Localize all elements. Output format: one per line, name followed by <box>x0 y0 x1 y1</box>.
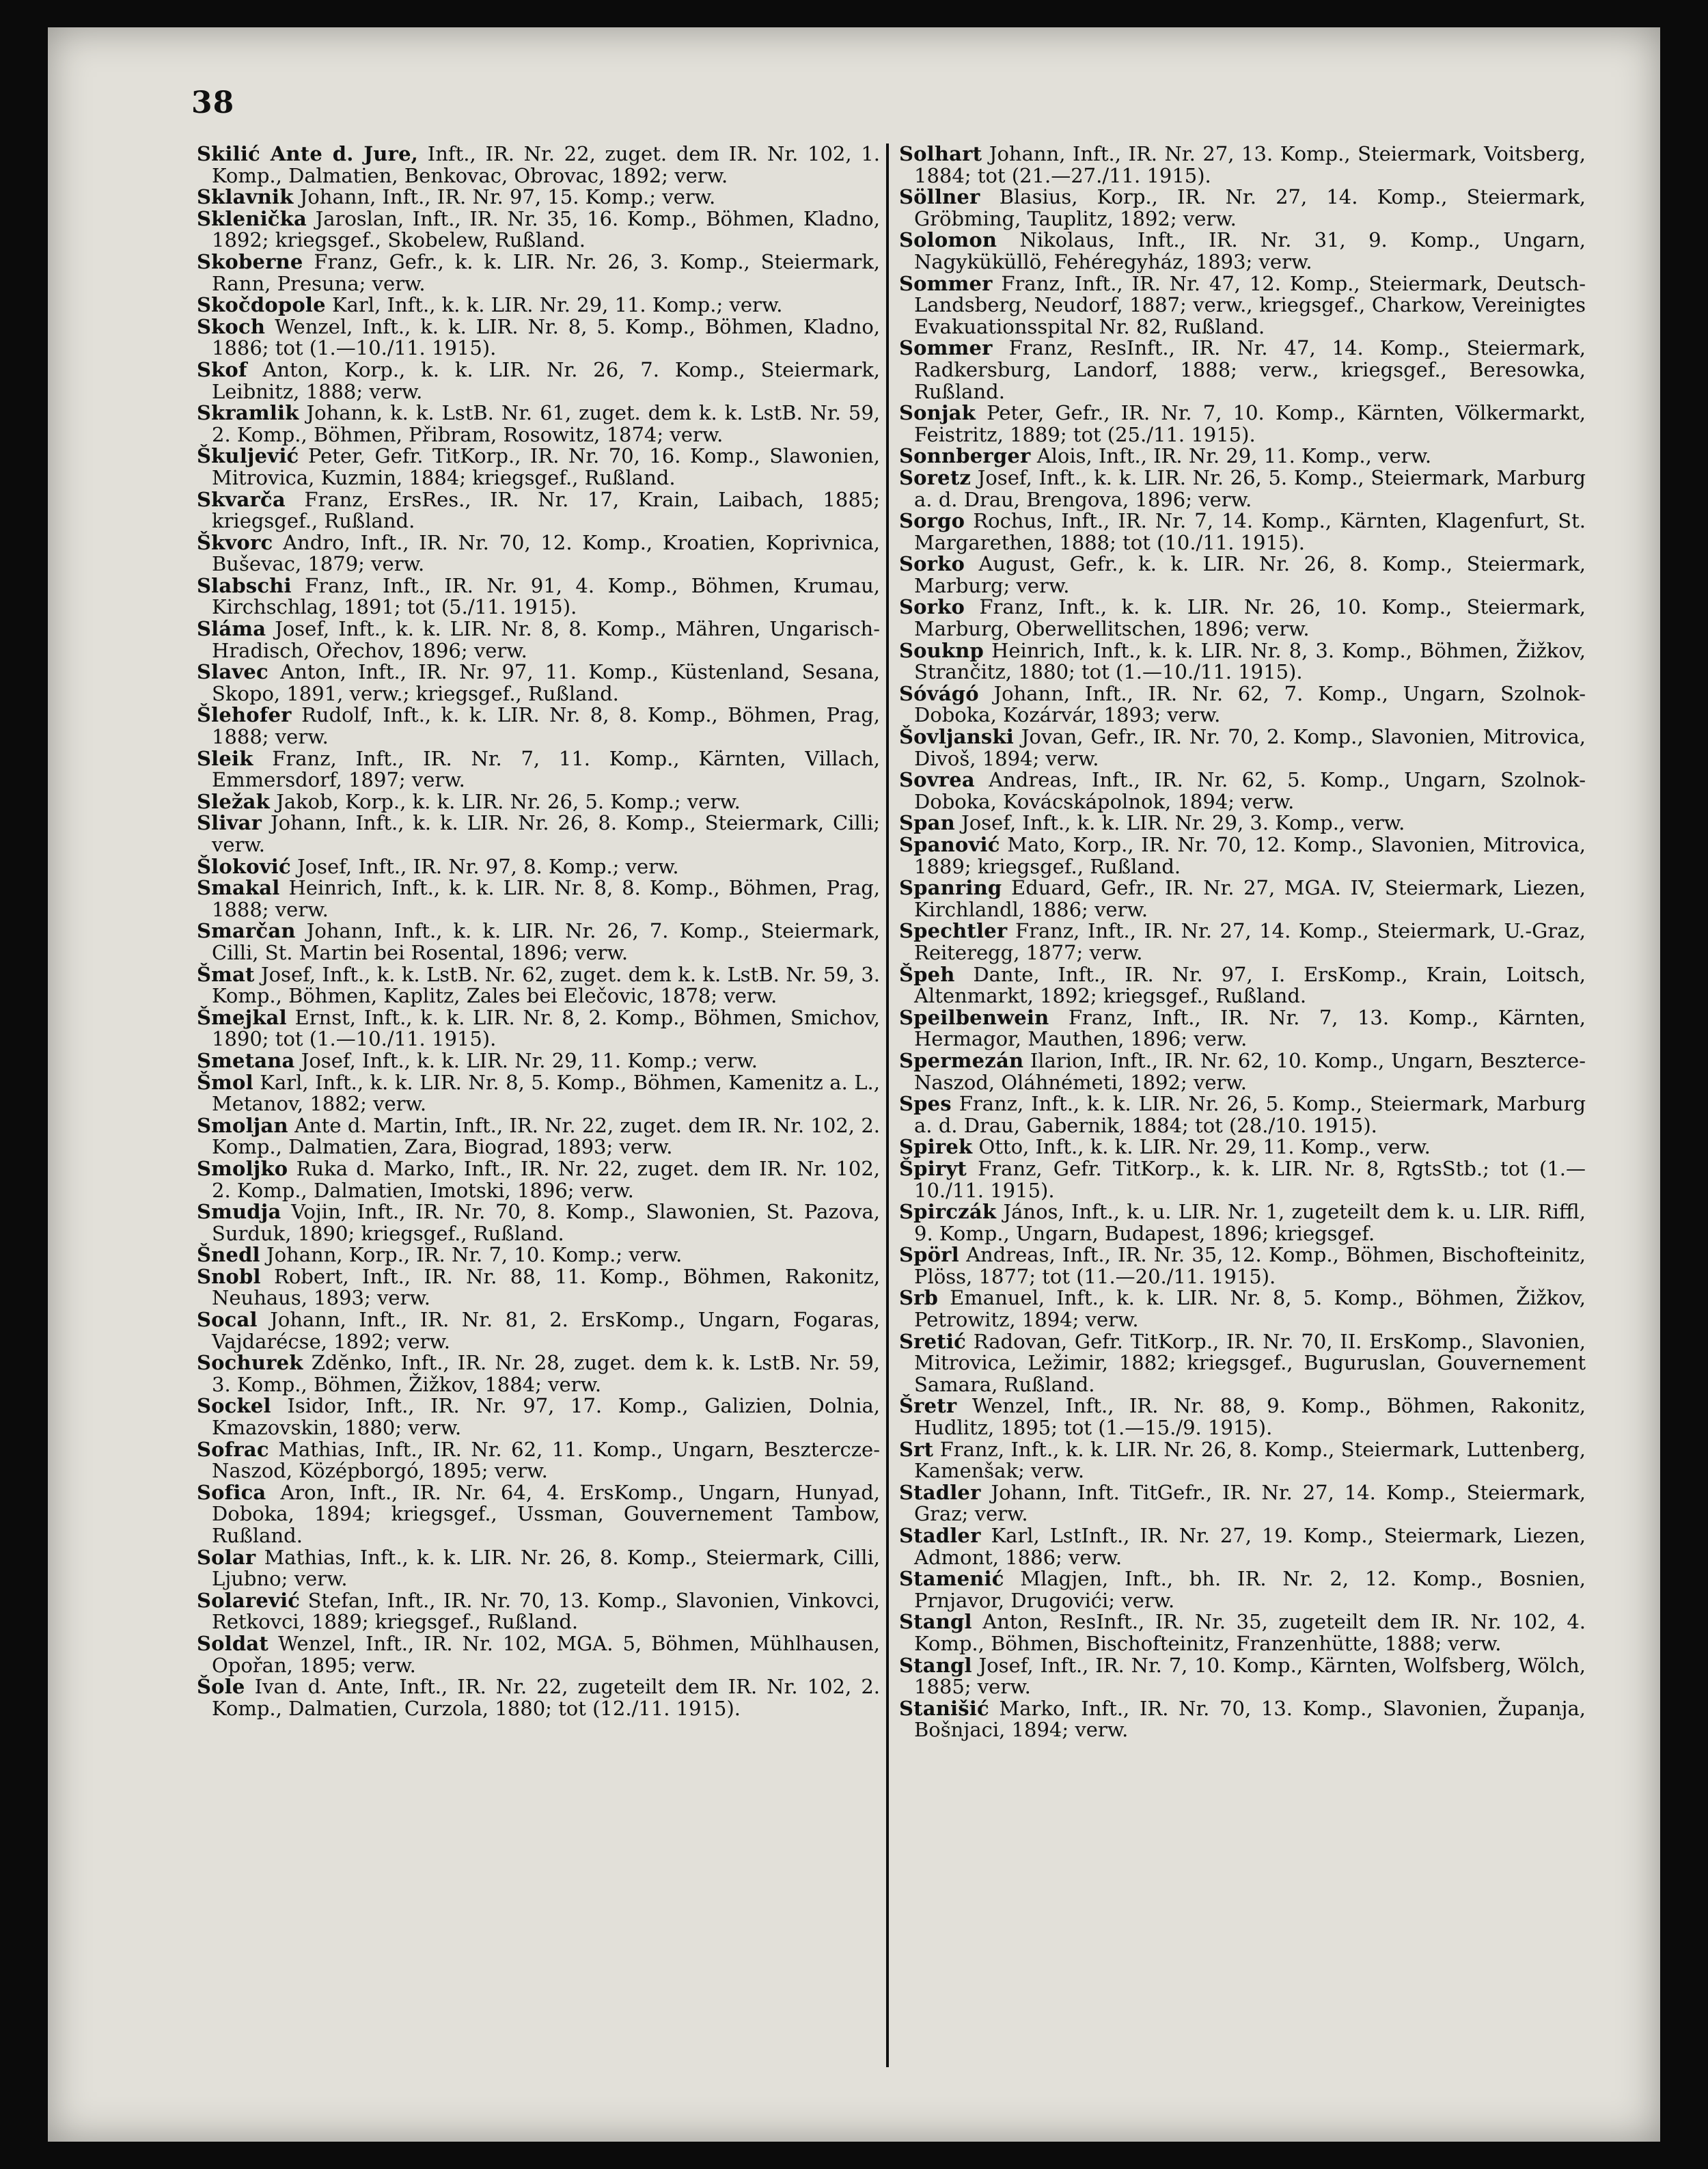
entry-surname: Sorko <box>899 552 965 576</box>
list-item <box>197 446 880 489</box>
entry-surname: Skramlik <box>197 401 299 425</box>
entry-details: Vojin, Inft., IR. Nr. 70, 8. Komp., Slawonien, St. Pazova, Surduk, 1890; kriegsgef., Rußland. <box>212 1200 880 1245</box>
entry-details: Anton, ResInft., IR. Nr. 35, zugeteilt dem IR. Nr. 102, 4. Komp., Böhmen, Bischofteinitz, Franzenhütte, 1888; verw. <box>914 1610 1586 1655</box>
entry-surname: Söllner <box>899 185 980 209</box>
entry-surname: Sommer <box>899 271 993 295</box>
entry-surname: Souknp <box>899 638 984 662</box>
list-item <box>899 1136 1586 1158</box>
entry-surname: Skvarča <box>197 487 286 511</box>
entry-details: Andro, Inft., IR. Nr. 70, 12. Komp., Kroatien, Koprivnica, Buševac, 1879; verw. <box>212 530 880 576</box>
entry-details: Wenzel, Inft., k. k. LIR. Nr. 8, 5. Komp., Böhmen, Kladno, 1886; tot (1.—10./11. 1915). <box>212 314 880 360</box>
entry-surname: Soldat <box>197 1631 268 1655</box>
entry-details: Andreas, Inft., IR. Nr. 62, 5. Komp., Ungarn, Szolnok-Doboka, Kovácskápolnok, 1894; verw. <box>914 768 1586 813</box>
list-item <box>197 1633 880 1676</box>
entry-surname: Solarević <box>197 1588 301 1612</box>
entry-details: Johann, Inft., IR. Nr. 27, 13. Komp., Steiermark, Voitsberg, 1884; tot (21.—27./11. 1915). <box>914 144 1586 187</box>
list-item <box>197 251 880 295</box>
entry-details: Franz, Inft., k. k. LIR. Nr. 26, 5. Komp., Steiermark, Marburg a. d. Drau, Gabernik, 1884; tot (28./10. 1915). <box>914 1092 1586 1137</box>
entry-surname: Smarčan <box>197 919 296 943</box>
entry-details: Josef, Inft., k. k. LIR. Nr. 29, 3. Komp., verw. <box>961 811 1405 835</box>
entry-details: Jovan, Gefr., IR. Nr. 70, 2. Komp., Slavonien, Mitrovica, Divoš, 1894; verw. <box>914 725 1586 770</box>
entry-surname: Škvorc <box>197 530 273 554</box>
entry-details: Robert, Inft., IR. Nr. 88, 11. Komp., Böhmen, Rakonitz, Neuhaus, 1893; verw. <box>212 1264 880 1310</box>
list-item <box>197 964 880 1007</box>
entry-surname: Sláma <box>197 617 266 641</box>
entry-surname: Sorgo <box>899 509 965 533</box>
list-item <box>197 705 880 748</box>
list-item <box>899 187 1586 230</box>
entry-surname: Stangl <box>899 1653 972 1677</box>
list-item <box>197 1072 880 1115</box>
entry-details: Franz, Inft., IR. Nr. 91, 4. Komp., Böhmen, Krumau, Kirchschlag, 1891; tot (5./11. 1915). <box>212 573 880 619</box>
entry-surname: Spes <box>899 1092 952 1116</box>
entry-surname: Sovrea <box>899 768 975 792</box>
entry-surname: Sleik <box>197 746 253 770</box>
entry-surname: Skoch <box>197 314 266 338</box>
entry-surname: Smudja <box>197 1200 281 1224</box>
list-item <box>197 877 880 920</box>
list-item <box>197 1547 880 1590</box>
entry-surname: Spirczák <box>899 1200 997 1224</box>
list-item <box>197 813 880 856</box>
entry-details: August, Gefr., k. k. LIR. Nr. 26, 8. Komp., Steiermark, Marburg; verw. <box>914 552 1586 597</box>
entry-surname: Šloković <box>197 854 291 878</box>
entry-surname: Srt <box>899 1437 934 1461</box>
list-item <box>197 748 880 791</box>
entry-surname: Šmol <box>197 1070 253 1094</box>
list-item <box>197 359 880 403</box>
list-item <box>197 1309 880 1352</box>
entry-surname: Smakal <box>197 876 280 900</box>
list-item <box>197 575 880 618</box>
entry-surname: Sonjak <box>899 401 976 425</box>
entry-details: Mathias, Inft., IR. Nr. 62, 11. Komp., Ungarn, Besztercze-Naszod, Középborgó, 1895; verw. <box>212 1437 880 1483</box>
list-item <box>899 1244 1586 1287</box>
list-item <box>899 877 1586 920</box>
entry-details: Johann, Inft. TitGefr., IR. Nr. 27, 14. Komp., Steiermark, Graz; verw. <box>914 1480 1586 1526</box>
entry-details: Aron, Inft., IR. Nr. 64, 4. ErsKomp., Ungarn, Hunyad, Doboka, 1894; kriegsgef., Ussman, Gouvernement Tambow, Rußland. <box>212 1480 880 1547</box>
entry-details: Rochus, Inft., IR. Nr. 7, 14. Komp., Kärnten, Klagenfurt, St. Margarethen, 1888; tot (10./11. 1915). <box>914 509 1586 554</box>
entry-details: Franz, Inft., k. k. LIR. Nr. 26, 10. Komp., Steiermark, Marburg, Oberwellitschen, 1896; verw. <box>914 595 1586 641</box>
entry-surname: Špiryt <box>899 1156 967 1180</box>
entry-details: János, Inft., k. u. LIR. Nr. 1, zugeteilt dem k. u. LIR. Riffl, 9. Komp., Ungarn, Budapest, 1896; kriegsgef. <box>914 1200 1586 1245</box>
entry-surname: Stanišić <box>899 1696 989 1720</box>
entry-surname: Socal <box>197 1308 258 1332</box>
entry-surname: Šretr <box>899 1394 957 1418</box>
entry-details: Franz, Inft., k. k. LIR. Nr. 26, 8. Komp., Steiermark, Luttenberg, Kamenšak; verw. <box>914 1437 1586 1483</box>
list-item <box>197 1244 880 1266</box>
list-item <box>197 1439 880 1482</box>
entry-surname: Šmejkal <box>197 1005 287 1029</box>
entry-surname: Šnedl <box>197 1243 260 1267</box>
entry-details: Josef, Inft., IR. Nr. 97, 8. Komp.; verw. <box>297 854 679 878</box>
entry-details: Radovan, Gefr. TitKorp., IR. Nr. 70, II. ErsKomp., Slavonien, Mitrovica, Ležimir, 1882; kriegsgef., Buguruslan, Gouvernement Samara, Rußland. <box>914 1329 1586 1396</box>
entry-details: Heinrich, Inft., k. k. LIR. Nr. 8, 8. Komp., Böhmen, Prag, 1888; verw. <box>212 876 880 921</box>
entry-details: Wenzel, Inft., IR. Nr. 88, 9. Komp., Böhmen, Rakonitz, Hudlitz, 1895; tot (1.—15./9. 1915). <box>914 1394 1586 1440</box>
entry-details: Anton, Inft., IR. Nr. 97, 11. Komp., Küstenland, Sesana, Skopo, 1891, verw.; kriegsgef., Rußland. <box>212 660 880 705</box>
list-item <box>899 813 1586 834</box>
entry-details: Josef, Inft., k. k. LIR. Nr. 26, 5. Komp., Steiermark, Marburg a. d. Drau, Brengova, 1896; verw. <box>914 465 1586 511</box>
list-item <box>899 230 1586 273</box>
entry-surname: Stangl <box>899 1610 972 1634</box>
list-item <box>197 532 880 575</box>
list-item <box>899 1050 1586 1093</box>
entry-details: Blasius, Korp., IR. Nr. 27, 14. Komp., Steiermark, Gröbming, Tauplitz, 1892; verw. <box>914 185 1586 230</box>
entry-details: Emanuel, Inft., k. k. LIR. Nr. 8, 5. Komp., Böhmen, Žižkov, Petrowitz, 1894; verw. <box>914 1286 1586 1332</box>
entry-surname: Sofica <box>197 1480 266 1504</box>
entry-details: Johann, Korp., IR. Nr. 7, 10. Komp.; verw. <box>266 1243 683 1267</box>
entry-surname: Sklenička <box>197 206 307 230</box>
entry-surname: Šole <box>197 1675 245 1699</box>
entry-details: Rudolf, Inft., k. k. LIR. Nr. 8, 8. Komp., Böhmen, Prag, 1888; verw. <box>212 703 880 749</box>
list-item <box>197 920 880 964</box>
entry-details: Johann, Inft., IR. Nr. 97, 15. Komp.; verw. <box>299 185 716 209</box>
entry-details: Johann, Inft., IR. Nr. 81, 2. ErsKomp., Ungarn, Fogaras, Vajdarécse, 1892; verw. <box>212 1308 880 1353</box>
entry-surname: Sklavnik <box>197 185 294 209</box>
entry-surname: Spörl <box>899 1243 959 1267</box>
list-item <box>899 144 1586 187</box>
list-item <box>899 1395 1586 1438</box>
column-divider <box>886 144 889 2067</box>
entry-details: Johann, Inft., k. k. LIR. Nr. 26, 7. Komp., Steiermark, Cilli, St. Martin bei Rosental, 1896; verw. <box>212 919 880 964</box>
entry-surname: Sretić <box>899 1329 966 1353</box>
document-page <box>48 27 1660 2142</box>
entry-details: Josef, Inft., IR. Nr. 7, 10. Komp., Kärnten, Wolfsberg, Wölch, 1885; verw. <box>914 1653 1586 1699</box>
entry-details: Mato, Korp., IR. Nr. 70, 12. Komp., Slavonien, Mitrovica, 1889; kriegsgef., Rußland. <box>914 833 1586 878</box>
entry-details: Karl, Inft., k. k. LIR. Nr. 8, 5. Komp., Böhmen, Kamenitz a. L., Metanov, 1882; verw. <box>212 1070 880 1116</box>
entry-details: Inft., IR. Nr. 22, zuget. dem IR. Nr. 102, 1. Komp., Dalmatien, Benkovac, Obrovac, 1892; verw. <box>212 144 880 187</box>
entry-details: Josef, Inft., k. k. LstB. Nr. 62, zuget. dem k. k. LstB. Nr. 59, 3. Komp., Böhmen, Kaplitz, Zales bei Elečovic, 1878; verw. <box>212 962 880 1008</box>
entry-details: Zdĕnko, Inft., IR. Nr. 28, zuget. dem k. k. LstB. Nr. 59, 3. Komp., Böhmen, Žižkov, 1884; verw. <box>212 1351 880 1396</box>
list-item <box>197 856 880 878</box>
entry-details: Franz, Inft., IR. Nr. 7, 13. Komp., Kärnten, Hermagor, Mauthen, 1896; verw. <box>914 1005 1586 1051</box>
entry-details: Franz, Inft., IR. Nr. 7, 11. Komp., Kärnten, Villach, Emmersdorf, 1897; verw. <box>212 746 880 792</box>
entry-surname: Soretz <box>899 465 972 489</box>
entry-surname: Span <box>899 811 955 835</box>
entry-details: Dante, Inft., IR. Nr. 97, I. ErsKomp., Krain, Loitsch, Altenmarkt, 1892; kriegsgef., Rußland. <box>914 962 1586 1008</box>
list-item <box>899 1158 1586 1201</box>
entry-surname: Spanović <box>899 833 1000 856</box>
list-item <box>899 1611 1586 1654</box>
list-item <box>899 446 1586 467</box>
entry-surname: Slivar <box>197 811 262 835</box>
entry-details: Andreas, Inft., IR. Nr. 35, 12. Komp., Böhmen, Bischofteinitz, Plöss, 1877; tot (11.—20./11. 1915). <box>914 1243 1586 1288</box>
list-item <box>899 683 1586 726</box>
entry-surname: Sockel <box>197 1394 271 1418</box>
entry-details: Ivan d. Ante, Inft., IR. Nr. 22, zugeteilt dem IR. Nr. 102, 2. Komp., Dalmatien, Curzola, 1880; tot (12./11. 1915). <box>212 1675 880 1720</box>
entry-details: Franz, Gefr., k. k. LIR. Nr. 26, 3. Komp., Steiermark, Rann, Presuna; verw. <box>212 249 880 295</box>
page-number: 38 <box>191 85 235 120</box>
entry-surname: Špeh <box>899 962 955 986</box>
list-item <box>899 726 1586 769</box>
list-item <box>197 791 880 813</box>
entry-details: Ernst, Inft., k. k. LIR. Nr. 8, 2. Komp., Böhmen, Smichov, 1890; tot (1.—10./11. 1915). <box>212 1005 880 1051</box>
entry-surname: Slabschi <box>197 573 292 597</box>
entry-details: Stefan, Inft., IR. Nr. 70, 13. Komp., Slavonien, Vinkovci, Retkovci, 1889; kriegsgef., Rußland. <box>212 1588 880 1634</box>
entry-details: Jakob, Korp., k. k. LIR. Nr. 26, 5. Komp.; verw. <box>276 789 741 813</box>
entry-details: Heinrich, Inft., k. k. LIR. Nr. 8, 3. Komp., Böhmen, Žižkov, Strančitz, 1880; tot (1.—10./11. 1915). <box>914 638 1586 684</box>
entry-details: Johann, Inft., k. k. LIR. Nr. 26, 8. Komp., Steiermark, Cilli; verw. <box>212 811 880 856</box>
entry-details: Eduard, Gefr., IR. Nr. 27, MGA. IV, Steiermark, Liezen, Kirchlandl, 1886; verw. <box>914 876 1586 921</box>
entry-surname: Sommer <box>899 336 993 360</box>
list-item <box>197 144 880 187</box>
entry-surname: Srb <box>899 1286 939 1310</box>
right-column <box>899 144 1586 1741</box>
entry-surname: Sležak <box>197 789 270 813</box>
list-item <box>899 1093 1586 1136</box>
entry-surname: Sochurek <box>197 1351 303 1375</box>
list-item <box>899 1698 1586 1741</box>
list-item <box>197 1201 880 1244</box>
entry-details: Otto, Inft., k. k. LIR. Nr. 29, 11. Komp., verw. <box>978 1135 1431 1159</box>
list-item <box>197 1007 880 1050</box>
entry-details: Ante d. Martin, Inft., IR. Nr. 22, zuget. dem IR. Nr. 102, 2. Komp., Dalmatien, Zara, Biograd, 1893; verw. <box>212 1113 880 1159</box>
list-item <box>899 1331 1586 1396</box>
entry-details: Nikolaus, Inft., IR. Nr. 31, 9. Komp., Ungarn, Nagyküküllö, Fehéregyház, 1893; verw. <box>914 228 1586 273</box>
entry-surname: Solomon <box>899 228 997 252</box>
list-item <box>197 1676 880 1719</box>
list-item <box>899 554 1586 597</box>
entry-details: Marko, Inft., IR. Nr. 70, 13. Komp., Slavonien, Županja, Bošnjaci, 1894; verw. <box>914 1696 1586 1741</box>
list-item <box>899 1525 1586 1568</box>
list-item <box>197 618 880 661</box>
list-item <box>197 403 880 446</box>
list-item <box>899 1655 1586 1698</box>
list-item <box>197 1158 880 1201</box>
entry-details: Johann, Inft., IR. Nr. 62, 7. Komp., Ungarn, Szolnok-Doboka, Kozárvár, 1893; verw. <box>914 681 1586 727</box>
list-item <box>197 295 880 316</box>
list-item <box>197 1115 880 1158</box>
list-item <box>197 1352 880 1395</box>
entry-surname: Šlehofer <box>197 703 292 727</box>
list-item <box>197 1395 880 1438</box>
entry-surname: Šmat <box>197 962 255 986</box>
list-item <box>899 510 1586 554</box>
list-item <box>899 597 1586 640</box>
entry-details: Josef, Inft., k. k. LIR. Nr. 29, 11. Komp.; verw. <box>301 1048 758 1072</box>
entry-details: Ilarion, Inft., IR. Nr. 62, 10. Komp., Ungarn, Beszterce-Naszod, Oláhnémeti, 1892; verw. <box>914 1048 1586 1094</box>
entry-details: Alois, Inft., IR. Nr. 29, 11. Komp., verw. <box>1036 444 1432 468</box>
entry-surname: Snobl <box>197 1264 261 1288</box>
entry-details: Franz, Gefr. TitKorp., k. k. LIR. Nr. 8, RgtsStb.; tot (1.—10./11. 1915). <box>914 1156 1586 1202</box>
list-item <box>197 1590 880 1633</box>
entry-details: Karl, LstInft., IR. Nr. 27, 19. Komp., Steiermark, Liezen, Admont, 1886; verw. <box>914 1524 1586 1569</box>
entry-surname: Slavec <box>197 660 268 684</box>
list-item <box>197 1482 880 1547</box>
entry-surname: Speilbenwein <box>899 1005 1049 1029</box>
entry-surname: Skof <box>197 357 247 381</box>
list-item <box>197 661 880 705</box>
entry-surname: Sofrac <box>197 1437 269 1461</box>
list-item <box>899 1439 1586 1482</box>
entry-details: Franz, Inft., IR. Nr. 27, 14. Komp., Steiermark, U.-Graz, Reiteregg, 1877; verw. <box>914 919 1586 964</box>
list-item <box>899 1568 1586 1611</box>
list-item <box>899 640 1586 683</box>
entry-details: Franz, ResInft., IR. Nr. 47, 14. Komp., Steiermark, Radkersburg, Landorf, 1888; verw., kriegsgef., Beresowka, Rußland. <box>914 336 1586 403</box>
entry-surname: Stadler <box>899 1480 981 1504</box>
list-item <box>899 273 1586 338</box>
entry-details: Franz, ErsRes., IR. Nr. 17, Krain, Laibach, 1885; kriegsgef., Rußland. <box>212 487 880 533</box>
list-item <box>197 1266 880 1309</box>
entry-details: Mlagjen, Inft., bh. IR. Nr. 2, 12. Komp., Bosnien, Prnjavor, Drugovići; verw. <box>914 1567 1586 1612</box>
entry-surname: Spechtler <box>899 919 1008 943</box>
list-item <box>899 1201 1586 1244</box>
entry-surname: Škuljević <box>197 444 299 468</box>
entry-surname: Spanring <box>899 876 1002 900</box>
entry-surname: Skočdopole <box>197 293 326 317</box>
entry-surname: Sóvágó <box>899 681 979 705</box>
entry-details: Wenzel, Inft., IR. Nr. 102, MGA. 5, Böhmen, Mühlhausen, Opořan, 1895; verw. <box>212 1631 880 1677</box>
entry-surname: Smoljko <box>197 1156 288 1180</box>
entry-surname: Spermezán <box>899 1048 1024 1072</box>
list-item <box>197 316 880 359</box>
entry-surname: Sonnberger <box>899 444 1031 468</box>
list-item <box>899 834 1586 877</box>
list-item <box>197 1050 880 1072</box>
list-item <box>899 1007 1586 1050</box>
entry-details: Karl, Inft., k. k. LIR. Nr. 29, 11. Komp.; verw. <box>331 293 783 317</box>
list-item <box>899 1482 1586 1525</box>
entry-surname: Solhart <box>899 144 982 165</box>
entry-details: Peter, Gefr. TitKorp., IR. Nr. 70, 16. Komp., Slawonien, Mitrovica, Kuzmin, 1884; kriegsgef., Rußland. <box>212 444 880 489</box>
list-item <box>899 467 1586 510</box>
entry-surname: Skoberne <box>197 249 303 273</box>
entry-surname: Šovljanski <box>899 725 1014 749</box>
left-column <box>197 144 880 1719</box>
list-item <box>899 769 1586 813</box>
entry-surname: Solar <box>197 1545 256 1569</box>
entry-surname: Stamenić <box>899 1567 1004 1591</box>
list-item <box>899 403 1586 446</box>
entry-details: Franz, Inft., IR. Nr. 47, 12. Komp., Steiermark, Deutsch-Landsberg, Neudorf, 1887; verw., kriegsgef., Charkow, Vereinigtes Evakuationsspital Nr. 82, Rußland. <box>914 271 1586 338</box>
list-item <box>899 920 1586 964</box>
entry-details: Isidor, Inft., IR. Nr. 97, 17. Komp., Galizien, Dolnia, Kmazovskin, 1880; verw. <box>212 1394 880 1440</box>
entry-details: Jaroslan, Inft., IR. Nr. 35, 16. Komp., Böhmen, Kladno, 1892; kriegsgef., Skobelew, Rußland. <box>212 206 880 252</box>
entry-surname: Sorko <box>899 595 965 619</box>
list-item <box>899 964 1586 1007</box>
entry-details: Peter, Gefr., IR. Nr. 7, 10. Komp., Kärnten, Völkermarkt, Feistritz, 1889; tot (25./11. 1915). <box>914 401 1586 446</box>
entry-surname: Spirek <box>899 1135 973 1159</box>
entry-details: Mathias, Inft., k. k. LIR. Nr. 26, 8. Komp., Steiermark, Cilli, Ljubno; verw. <box>212 1545 880 1591</box>
entry-details: Anton, Korp., k. k. LIR. Nr. 26, 7. Komp., Steiermark, Leibnitz, 1888; verw. <box>212 357 880 403</box>
entry-surname: Stadler <box>899 1524 981 1547</box>
list-item <box>197 187 880 208</box>
entry-details: Ruka d. Marko, Inft., IR. Nr. 22, zuget. dem IR. Nr. 102, 2. Komp., Dalmatien, Imotski, 1896; verw. <box>212 1156 880 1202</box>
entry-surname: Skilić Ante d. Jure, <box>197 144 419 165</box>
list-item <box>899 338 1586 403</box>
list-item <box>197 208 880 251</box>
list-item <box>899 1287 1586 1331</box>
entry-surname: Smetana <box>197 1048 295 1072</box>
list-item <box>197 489 880 532</box>
entry-surname: Smoljan <box>197 1113 288 1137</box>
entry-details: Johann, k. k. LstB. Nr. 61, zuget. dem k. k. LstB. Nr. 59, 2. Komp., Böhmen, Přibram, Rosowitz, 1874; verw. <box>212 401 880 446</box>
entry-details: Josef, Inft., k. k. LIR. Nr. 8, 8. Komp., Mähren, Ungarisch-Hradisch, Ořechov, 1896; verw. <box>212 617 880 662</box>
